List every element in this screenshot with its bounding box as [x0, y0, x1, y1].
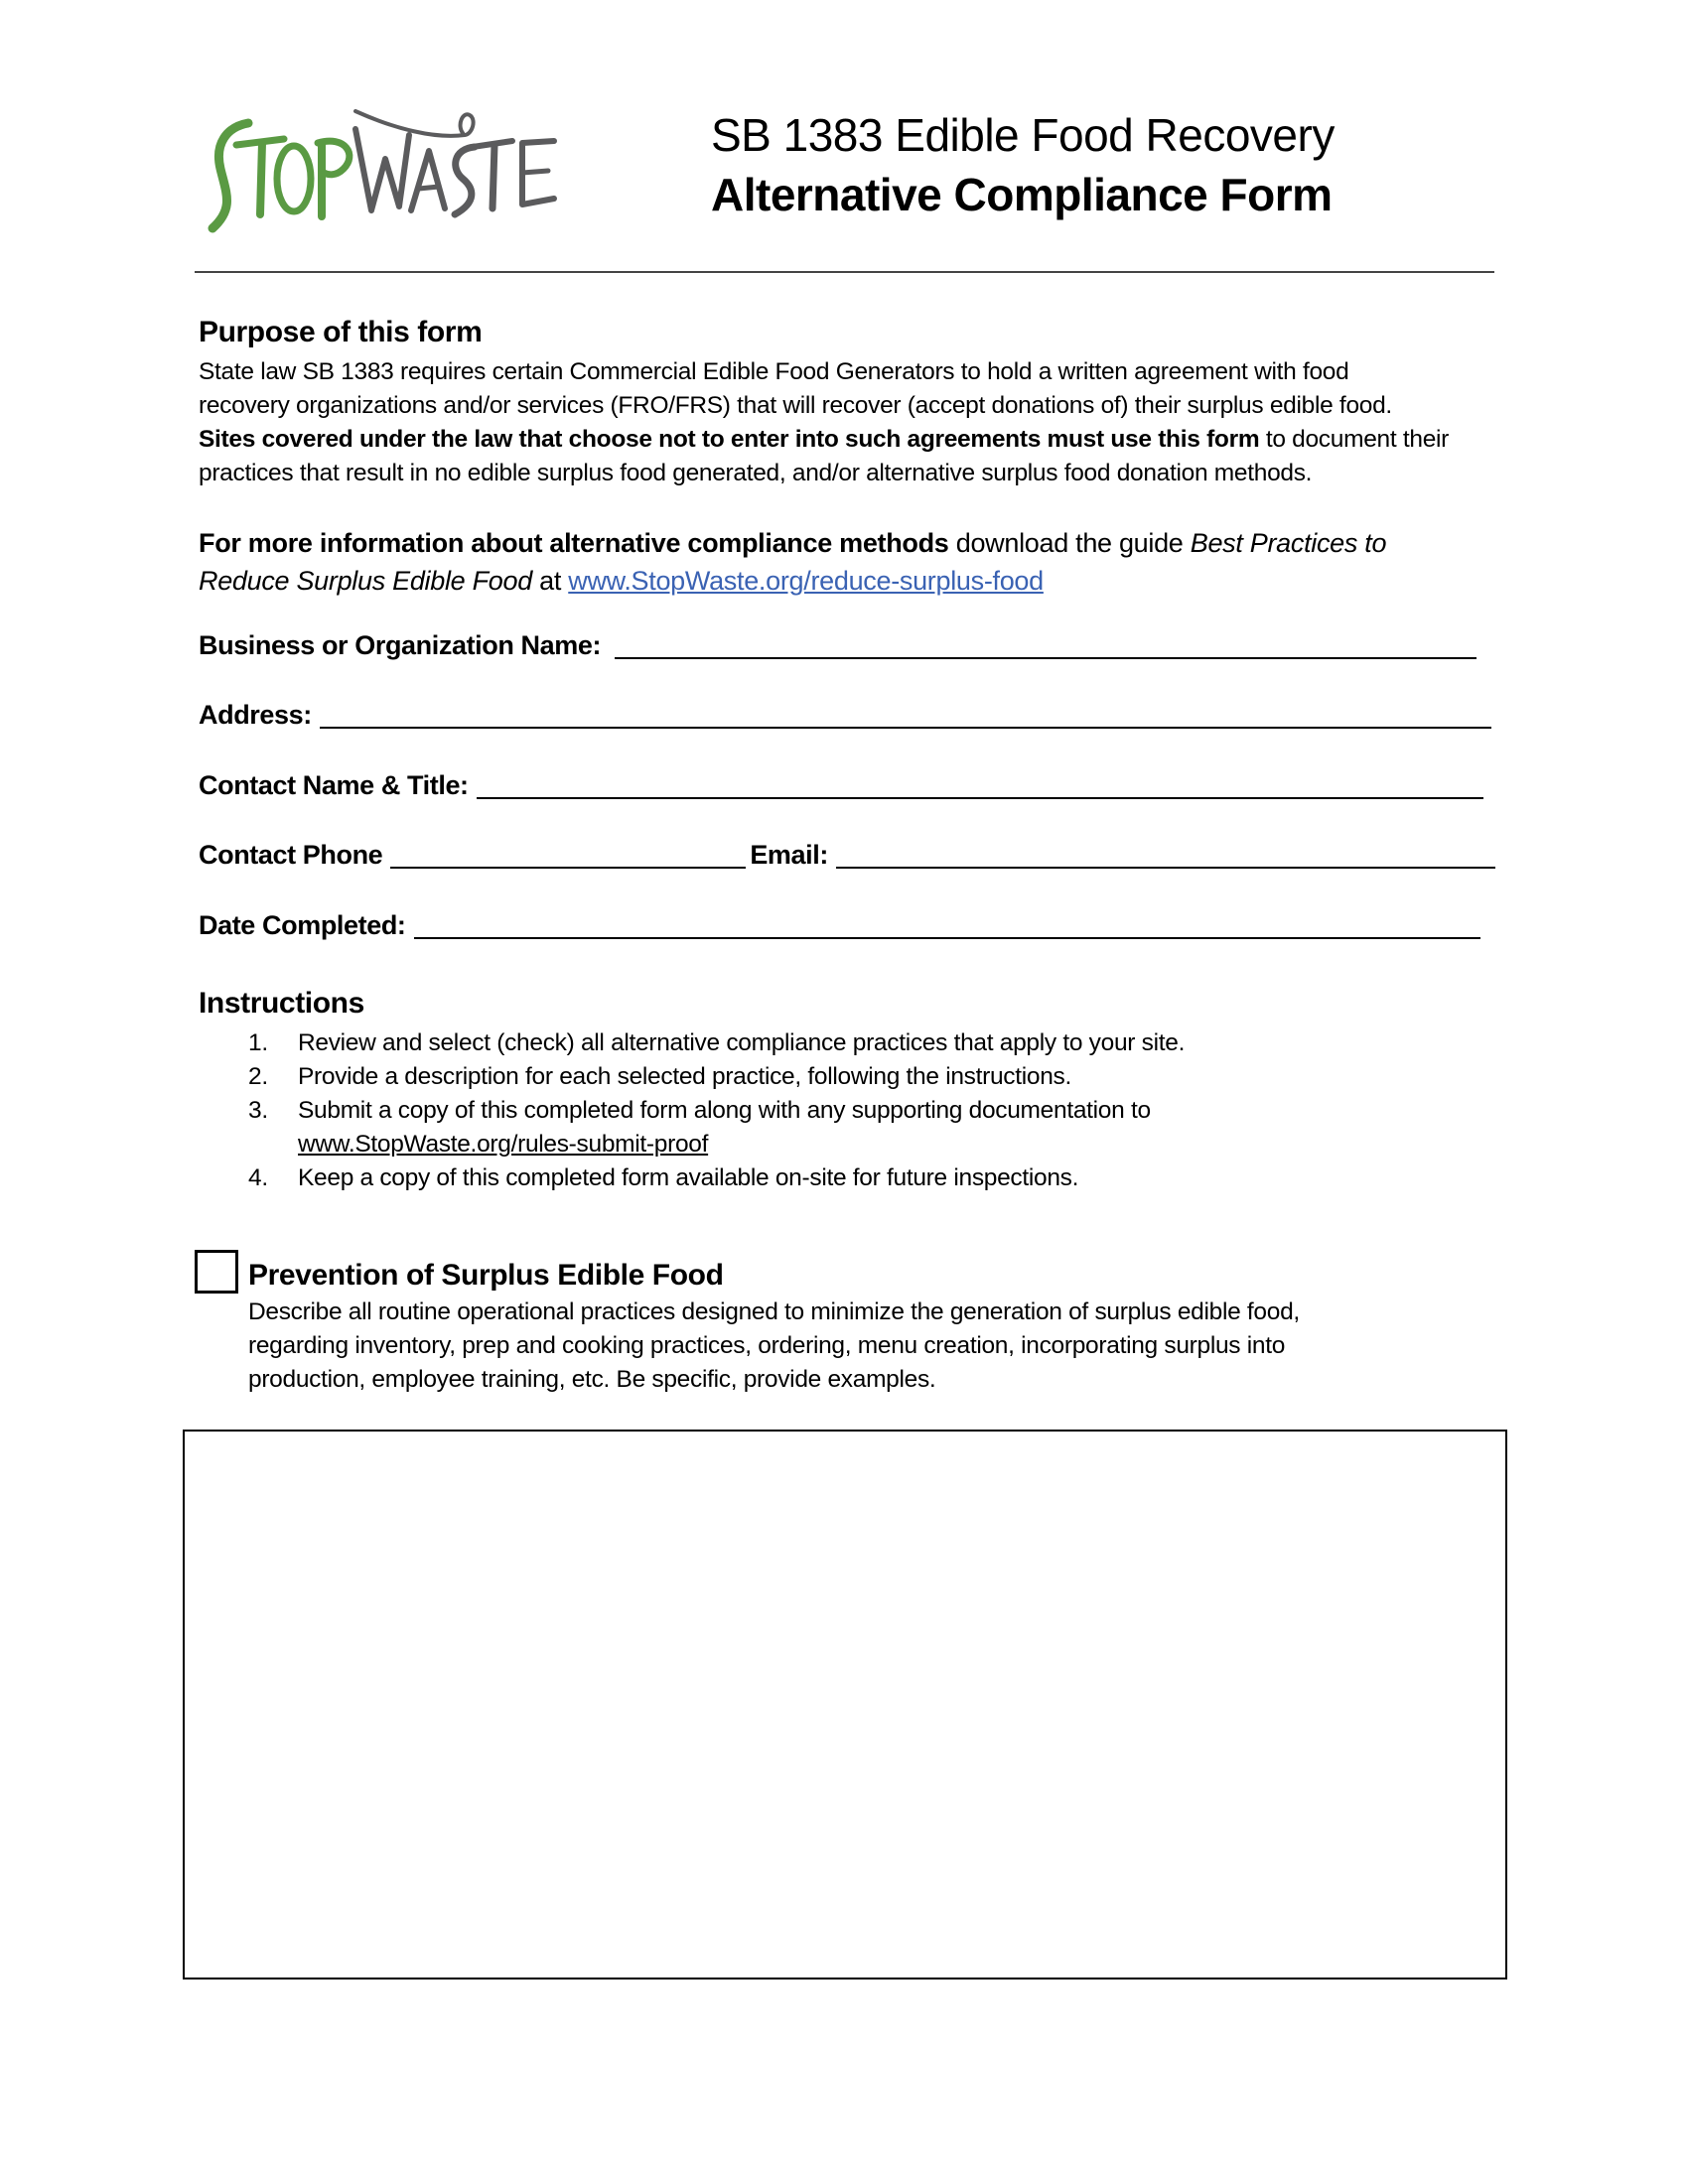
guide-title-part-1: Best Practices to [1190, 528, 1387, 558]
stopwaste-logo [207, 99, 564, 238]
business-name-row [199, 625, 1477, 665]
purpose-emphasis: Sites covered under the law that choose not to enter into such agreements must use this form [199, 426, 1260, 453]
more-info-text-2: at [531, 566, 569, 596]
contact-name-title-input[interactable] [477, 767, 1483, 799]
instructions-list [199, 1026, 1509, 1195]
date-completed-row [199, 905, 1480, 945]
title-line-2: Alternative Compliance Form [711, 169, 1333, 220]
instruction-text: Provide a description for each selected practice, following the instructions. [298, 1063, 1072, 1090]
business-name-label: Business or Organization Name: [199, 630, 602, 660]
email-label: Email: [750, 840, 828, 870]
purpose-line-2: recovery organizations and/or services (FRO/FRS) that will recover (accept donations of) their surplus edible food. [199, 392, 1392, 419]
instruction-text: Review and select (check) all alternative compliance practices that apply to your site. [298, 1029, 1186, 1056]
contact-phone-email-row [199, 835, 1495, 875]
prevention-desc-line-3: production, employee training, etc. Be specific, provide examples. [248, 1366, 936, 1393]
address-row [199, 695, 1491, 735]
instruction-text: Keep a copy of this completed form available on-site for future inspections. [298, 1164, 1079, 1191]
contact-phone-input[interactable] [390, 837, 746, 869]
instruction-text: Submit a copy of this completed form along with any supporting documentation to [298, 1097, 1151, 1124]
instructions-heading: Instructions [199, 987, 364, 1020]
prevention-answer-textarea[interactable] [183, 1430, 1507, 1979]
address-label: Address: [199, 700, 312, 730]
more-info-line-2 [199, 562, 1509, 600]
instruction-item [199, 1026, 1509, 1060]
contact-name-title-row [199, 765, 1483, 805]
purpose-line-3 [199, 423, 1509, 457]
instruction-number: 3. [248, 1097, 268, 1124]
submit-proof-link[interactable]: www.StopWaste.org/rules-submit-proof [298, 1131, 709, 1158]
form-title [711, 105, 1335, 224]
purpose-heading: Purpose of this form [199, 316, 483, 348]
purpose-paragraph [199, 355, 1509, 490]
instruction-number: 2. [248, 1063, 268, 1090]
prevention-description [248, 1296, 1300, 1397]
more-info-paragraph [199, 524, 1509, 600]
guide-title-part-2: Reduce Surplus Edible Food [199, 566, 532, 596]
date-completed-label: Date Completed: [199, 910, 406, 940]
prevention-desc-line-1: Describe all routine operational practices designed to minimize the generation of surplus edible food, [248, 1298, 1300, 1325]
prevention-checkbox[interactable] [195, 1250, 238, 1294]
instruction-item [199, 1094, 1509, 1161]
instruction-number: 1. [248, 1029, 268, 1056]
instruction-item [199, 1060, 1509, 1094]
email-input[interactable] [836, 837, 1495, 869]
instruction-number: 4. [248, 1164, 268, 1191]
address-input[interactable] [320, 697, 1491, 729]
contact-name-title-label: Contact Name & Title: [199, 770, 469, 800]
header-divider [195, 271, 1494, 273]
reduce-surplus-food-link[interactable]: www.StopWaste.org/reduce-surplus-food [568, 566, 1044, 596]
more-info-emphasis: For more information about alternative compliance methods [199, 528, 949, 558]
prevention-desc-line-2: regarding inventory, prep and cooking practices, ordering, menu creation, incorporating surplus into [248, 1332, 1286, 1359]
purpose-line-1: State law SB 1383 requires certain Commercial Edible Food Generators to hold a written agreement with food [199, 358, 1349, 385]
stopwaste-logo-icon [207, 99, 564, 238]
purpose-line-4: practices that result in no edible surplus food generated, and/or alternative surplus food donation methods. [199, 460, 1313, 486]
title-line-1: SB 1383 Edible Food Recovery [711, 109, 1335, 161]
date-completed-input[interactable] [414, 907, 1480, 939]
purpose-line-3-rest: to document their [1259, 426, 1450, 453]
contact-phone-label: Contact Phone [199, 840, 383, 870]
instruction-item [199, 1161, 1509, 1195]
prevention-heading: Prevention of Surplus Edible Food [248, 1259, 724, 1292]
more-info-line-1 [199, 524, 1509, 562]
business-name-input[interactable] [615, 627, 1477, 659]
more-info-text-1: download the guide [948, 528, 1191, 558]
